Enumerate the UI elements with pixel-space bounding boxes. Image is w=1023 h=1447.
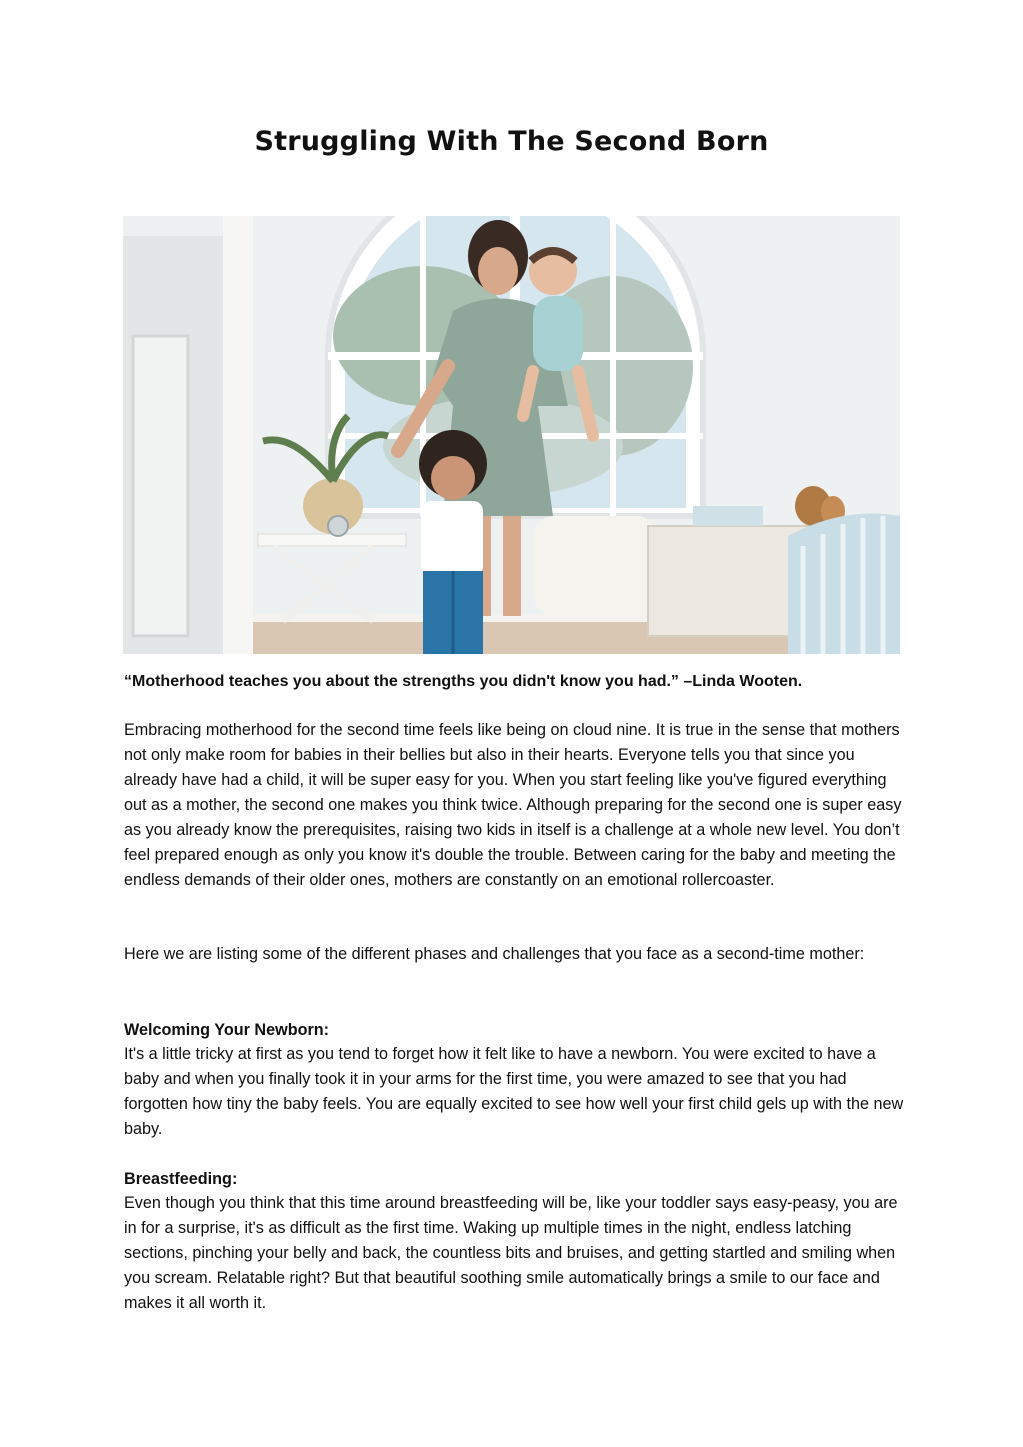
section-body: Even though you think that this time around breastfeeding will be, like your toddler says easy-peasy, you are in for a surprise, it's as difficult as the first time. Waking up multiple times in the night, endless latching sections, pinching your belly and back, the countless bits and bruises, and getting startled and smiling when you scream. Relatable right? But that beautiful soothing smile automatically brings a smile to our face and makes it all worth it. xyxy=(124,1194,898,1312)
lead-in-paragraph: Here we are listing some of the different phases and challenges that you face as a second-time mother: xyxy=(124,945,865,963)
page-title: Struggling With The Second Born xyxy=(254,126,769,157)
intro-paragraph: Embracing motherhood for the second time feels like being on cloud nine. It is true in the sense that mothers not only make room for babies in their bellies but also in their hearts. Everyone tells you that since you already have had a child, it will be super easy for you. When you start feeling like you've figured everything out as a mother, the second one makes you think twice. Although preparing for the second one is super easy as you already know the prerequisites, raising two kids in itself is a challenge at a whole new level. You don’t feel prepared enough as only you know it's double the trouble. Between caring for the baby and meeting the endless demands of their older ones, mothers are constantly on an emotional rollercoaster. xyxy=(124,721,902,889)
section-heading: Welcoming Your Newborn: xyxy=(124,1021,330,1039)
section-body: It's a little tricky at first as you tend to forget how it felt like to have a newborn. You were excited to have a baby and when you finally took it in your arms for the first time, you were amazed to see that you had forgotten how tiny the baby feels. You are equally excited to see how well your first child gels up with the new baby. xyxy=(124,1045,904,1138)
section-heading: Breastfeeding: xyxy=(124,1170,238,1188)
pull-quote: “Motherhood teaches you about the strengths you didn't know you had.” –Linda Wooten. xyxy=(124,673,803,690)
hero-image xyxy=(123,216,900,654)
